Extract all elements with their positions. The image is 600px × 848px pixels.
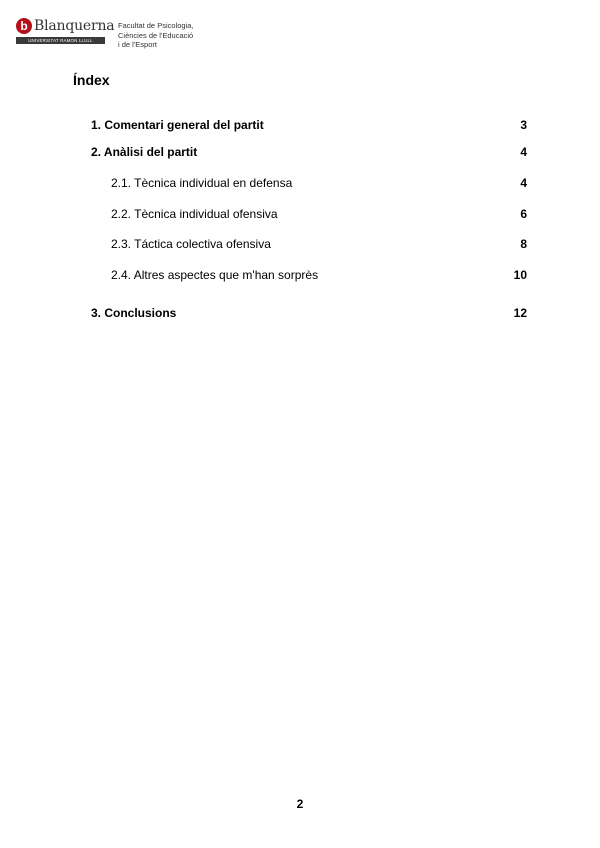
faculty-name bbox=[118, 21, 208, 50]
toc-entry-page: 4 bbox=[520, 176, 527, 190]
blanquerna-logo-icon: b bbox=[16, 18, 32, 34]
logo-text: Blanquerna bbox=[34, 18, 115, 34]
toc-entry-page: 3 bbox=[520, 118, 527, 132]
faculty-line: i de l'Esport bbox=[118, 40, 157, 49]
toc-entry-label: 2.3. Táctica colectiva ofensiva bbox=[111, 237, 271, 251]
page-number: 2 bbox=[296, 797, 304, 811]
toc-entry-label: 1. Comentari general del partit bbox=[91, 118, 264, 132]
toc-entry-label: 3. Conclusions bbox=[91, 306, 177, 320]
toc-entry-label: 2.2. Tècnica individual ofensiva bbox=[111, 207, 278, 221]
toc-entry-label: 2.1. Tècnica individual en defensa bbox=[111, 176, 293, 190]
toc-entry-label: 2.4. Altres aspectes que m'han sorprès bbox=[111, 268, 319, 282]
toc-entry-page: 4 bbox=[520, 145, 527, 159]
toc-entry-page: 8 bbox=[520, 237, 527, 251]
toc-entry-page: 6 bbox=[520, 207, 527, 221]
page-title: Índex bbox=[73, 72, 110, 88]
faculty-line: Ciències de l'Educació bbox=[118, 30, 194, 40]
toc-entry-page: 12 bbox=[513, 306, 527, 320]
university-name: UNIVERSITAT RAMON LLULL bbox=[16, 37, 105, 44]
toc-entry-page: 10 bbox=[513, 268, 527, 282]
logo-row bbox=[16, 18, 114, 34]
logo bbox=[16, 18, 114, 44]
toc-entry-label: 2. Anàlisi del partit bbox=[91, 145, 198, 159]
faculty-line: Facultat de Psicologia, bbox=[118, 21, 194, 30]
